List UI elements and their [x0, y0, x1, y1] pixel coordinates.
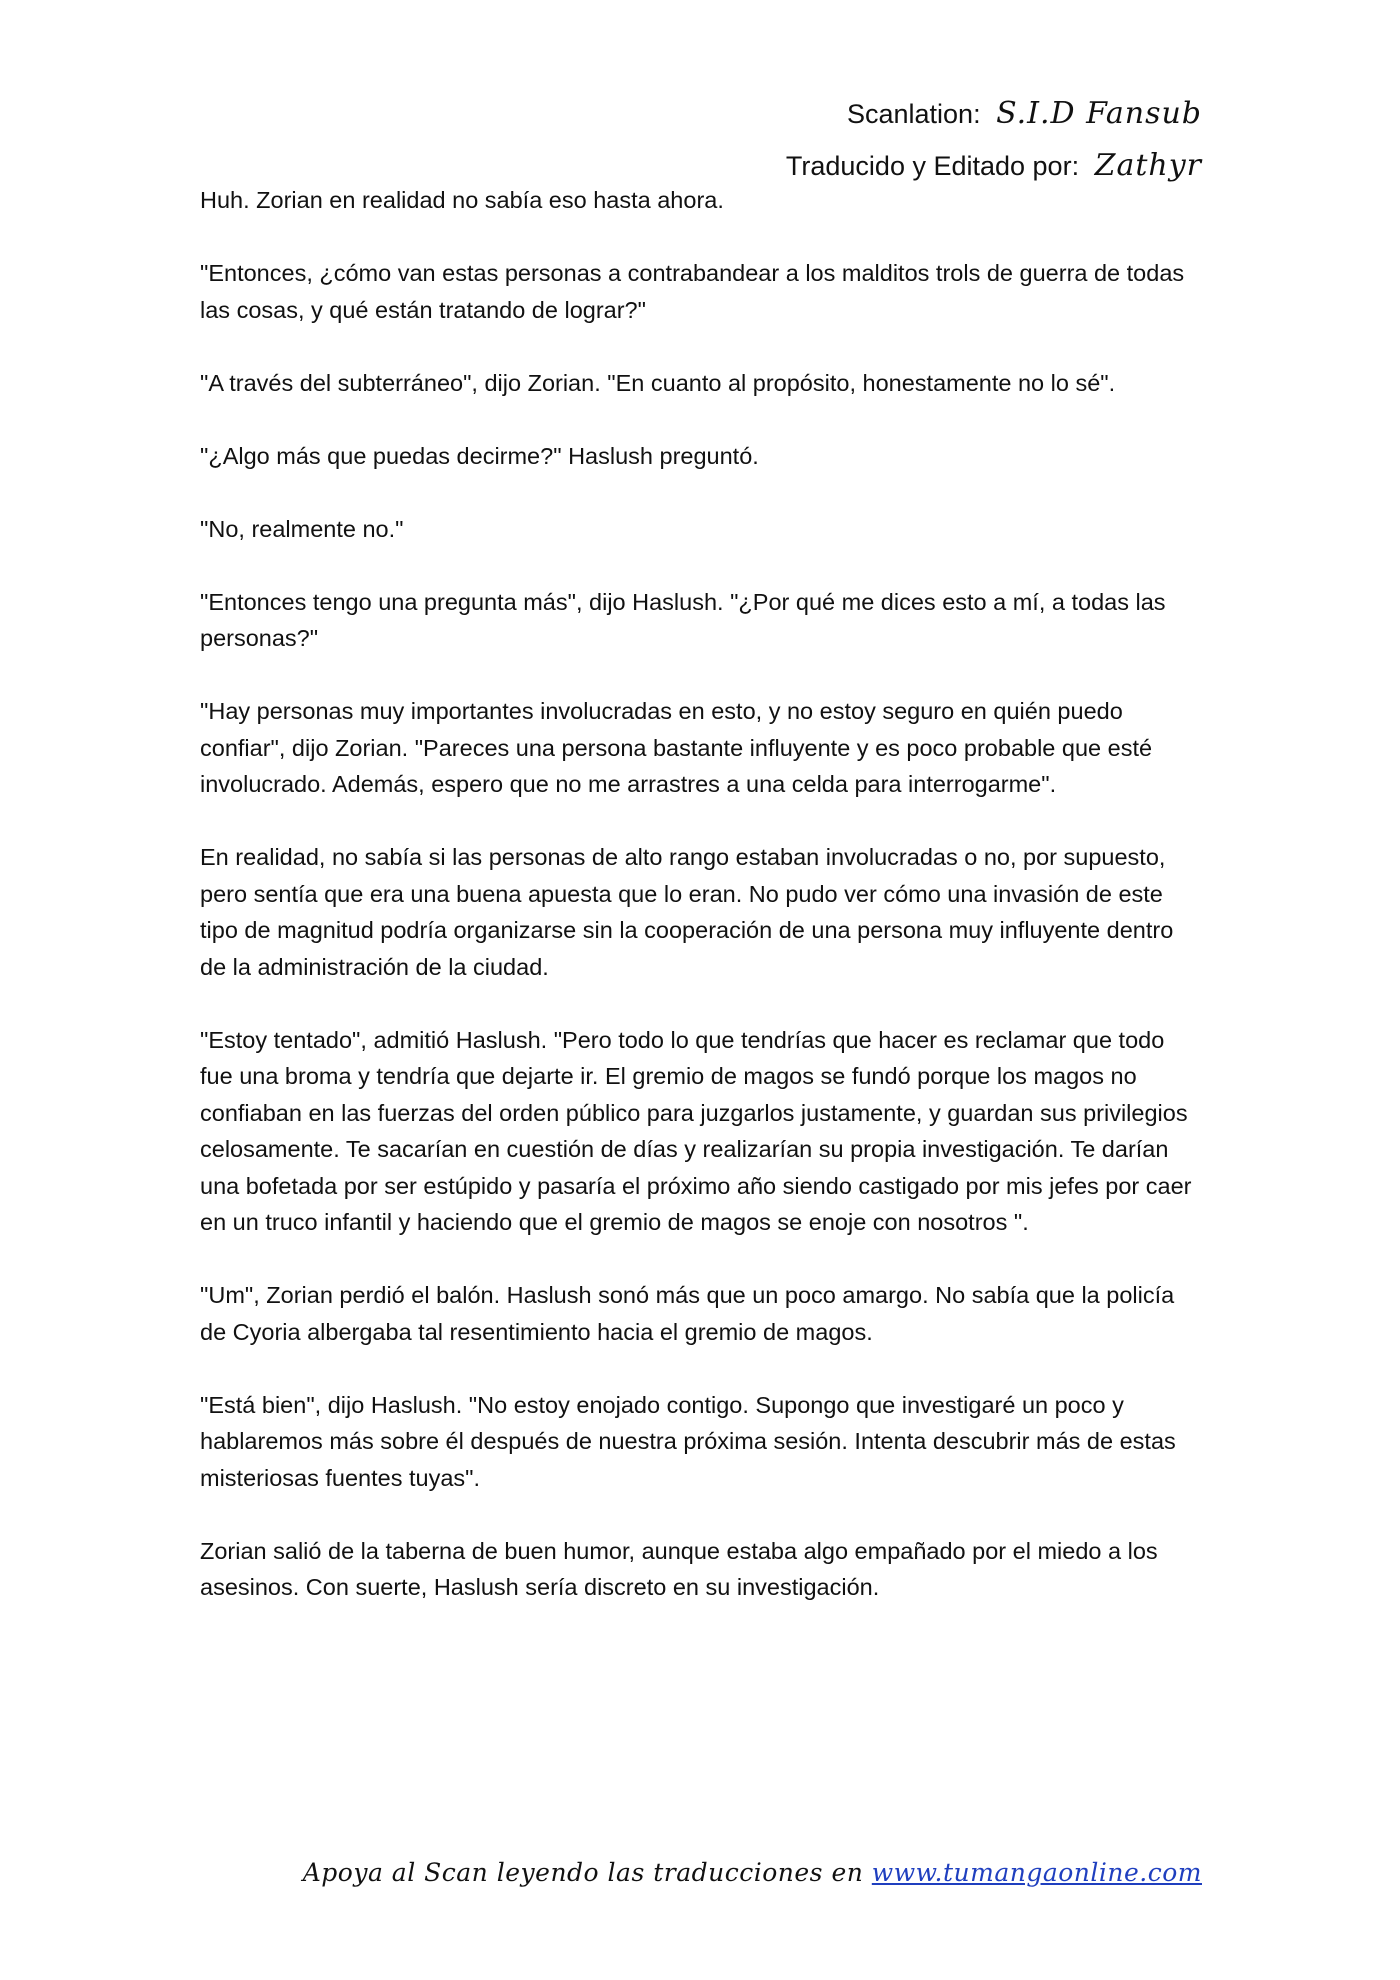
paragraph: "Entonces, ¿cómo van estas personas a contrabandear a los malditos trols de guerra de todas las cosas, y qué están tratando de lograr?"	[200, 260, 1185, 323]
paragraph: "Estoy tentado", admitió Haslush. "Pero todo lo que tendrías que hacer es reclamar que todo fue una broma y tendría que dejarte ir. El gremio de magos se fundó porque los magos no confiaban en las fuerzas del orden público para juzgarlos justamente, y guardan sus privilegios celosamente. Te sacarían en cuestión de días y realizarían su propia investigación. Te darían una bofetada por ser estúpido y pasaría el próximo año siendo castigado por mis jefes por caer en un truco infantil y haciendo que el gremio de magos se enoje con nosotros ".	[200, 1026, 1192, 1235]
scanlation-credit	[786, 88, 1202, 140]
paragraph: "Hay personas muy importantes involucradas en esto, y no estoy seguro en quién puedo confiar", dijo Zorian. "Pareces una persona bastante influyente y es poco probable que esté involucrado. Además, espero que no me arrastres a una celda para interrogarme".	[200, 698, 1153, 797]
scanlation-name: S.I.D Fansub	[996, 96, 1202, 131]
paragraph: En realidad, no sabía si las personas de alto rango estaban involucradas o no, por supuesto, pero sentía que era una buena apuesta que lo eran. No pudo ver cómo una invasión de este tipo de magnitud podría organizarse sin la cooperación de una persona muy influyente dentro de la administración de la ciudad.	[200, 844, 1174, 980]
footer-note	[303, 1858, 1202, 1887]
translator-name: Zathyr	[1094, 148, 1202, 183]
footer-text: Apoya al Scan leyendo las traducciones en	[302, 1858, 864, 1887]
credits-block	[786, 88, 1202, 192]
paragraph: "No, realmente no."	[200, 515, 404, 542]
story-text	[200, 182, 1200, 1642]
paragraph: Zorian salió de la taberna de buen humor, aunque estaba algo empañado por el miedo a los asesinos. Con suerte, Haslush sería discreto en su investigación.	[200, 1537, 1158, 1600]
paragraph: "¿Algo más que puedas decirme?" Haslush preguntó.	[200, 442, 759, 469]
paragraph: "Está bien", dijo Haslush. "No estoy enojado contigo. Supongo que investigaré un poco y hablaremos más sobre él después de nuestra próxima sesión. Intenta descubrir más de estas misteriosas fuentes tuyas".	[200, 1391, 1176, 1491]
paragraph: "Um", Zorian perdió el balón. Haslush sonó más que un poco amargo. No sabía que la policía de Cyoria albergaba tal resentimiento hacia el gremio de magos.	[200, 1282, 1175, 1345]
paragraph: "A través del subterráneo", dijo Zorian. "En cuanto al propósito, honestamente no lo sé".	[200, 369, 1116, 396]
translator-label: Traducido y Editado por:	[785, 151, 1080, 181]
paragraph: "Entonces tengo una pregunta más", dijo Haslush. "¿Por qué me dices esto a mí, a todas las personas?"	[200, 588, 1166, 651]
footer-link[interactable]: www.tumangaonline.com	[871, 1858, 1202, 1887]
paragraph: Huh. Zorian en realidad no sabía eso hasta ahora.	[200, 187, 724, 213]
scanlation-label: Scanlation:	[846, 99, 981, 129]
